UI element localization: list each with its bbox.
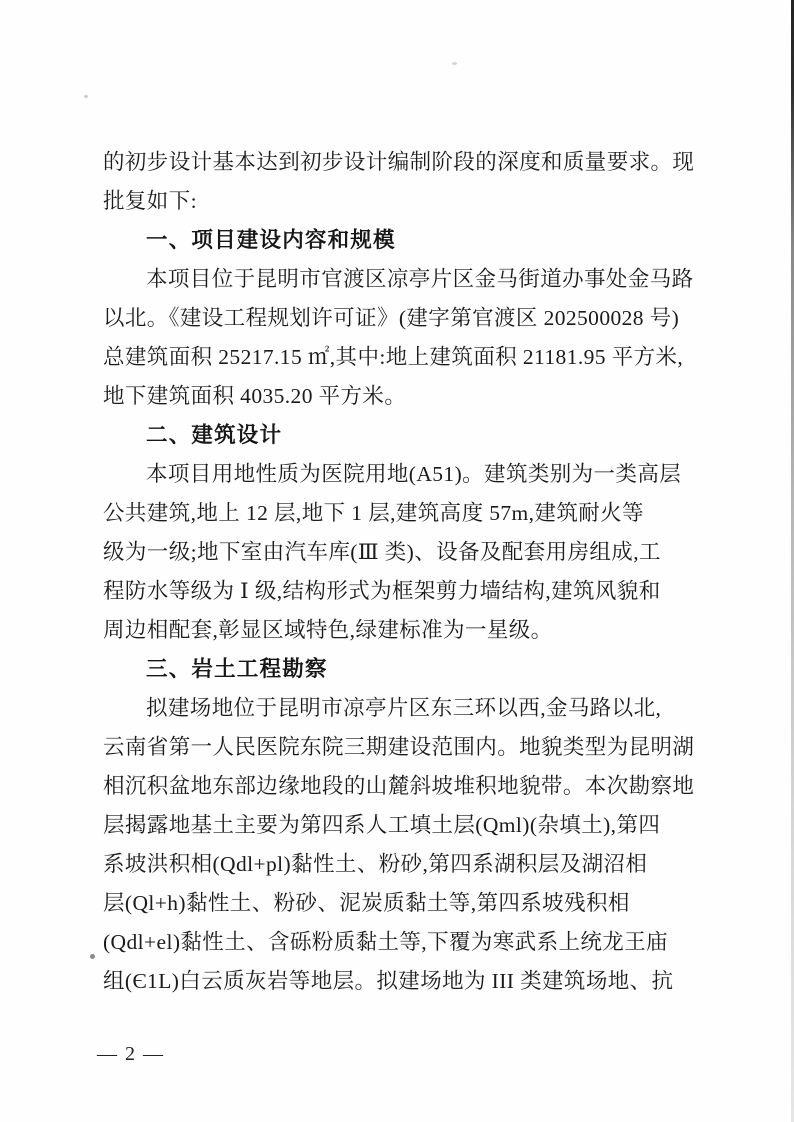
section-heading-1: 一、项目建设内容和规模 [146,228,396,252]
text-line: 总建筑面积 25217.15 ㎡,其中:地上建筑面积 21181.95 平方米, [103,345,684,369]
text-line: 云南省第一人民医院东院三期建设范围内。地貌类型为昆明湖 [103,735,695,759]
text-line: 以北。《建设工程规划许可证》(建字第官渡区 202500028 号) [103,306,680,330]
document-text [103,143,703,1001]
text-line: (Qdl+el)黏性土、含砾粉质黏土等,下覆为寒武系上统龙王庙 [103,930,668,954]
section-heading-2: 二、建筑设计 [146,423,283,447]
text-line: 程防水等级为 Ⅰ 级,结构形式为框架剪力墙结构,建筑风貌和 [103,579,661,603]
page-number: — 2 — [97,1043,165,1065]
text-line: 批复如下: [103,189,197,213]
text-line: 本项目用地性质为医院用地(A51)。建筑类别为一类高层 [146,462,682,486]
text-line: 层揭露地基土主要为第四系人工填土层(Qml)(杂填土),第四 [103,813,661,837]
text-line: 拟建场地位于昆明市凉亭片区东三环以西,金马路以北, [146,696,662,720]
text-line: 地下建筑面积 4035.20 平方米。 [103,384,407,408]
text-line: 组(Є1L)白云质灰岩等地层。拟建场地为 III 类建筑场地、抗 [103,969,674,993]
text-line: 系坡洪积相(Qdl+pl)黏性土、粉砂,第四系湖积层及湖沼相 [103,852,648,876]
scan-speck [452,62,457,65]
text-line: 级为一级;地下室由汽车库(Ⅲ 类)、设备及配套用房组成,工 [103,540,661,564]
text-line: 的初步设计基本达到初步设计编制阶段的深度和质量要求。现 [103,150,695,174]
scan-speck [90,954,95,959]
text-line: 本项目位于昆明市官渡区凉亭片区金马街道办事处金马路 [146,267,694,291]
text-line: 周边相配套,彰显区域特色,绿建标准为一星级。 [103,618,553,642]
section-heading-3: 三、岩土工程勘察 [146,657,328,681]
text-line: 公共建筑,地上 12 层,地下 1 层,建筑高度 57m,建筑耐火等 [103,501,644,525]
scan-speck [84,95,88,98]
text-line: 层(Ql+h)黏性土、粉砂、泥炭质黏土等,第四系坡残积相 [103,891,630,915]
text-line: 相沉积盆地东部边缘地段的山麓斜坡堆积地貌带。本次勘察地 [103,774,695,798]
